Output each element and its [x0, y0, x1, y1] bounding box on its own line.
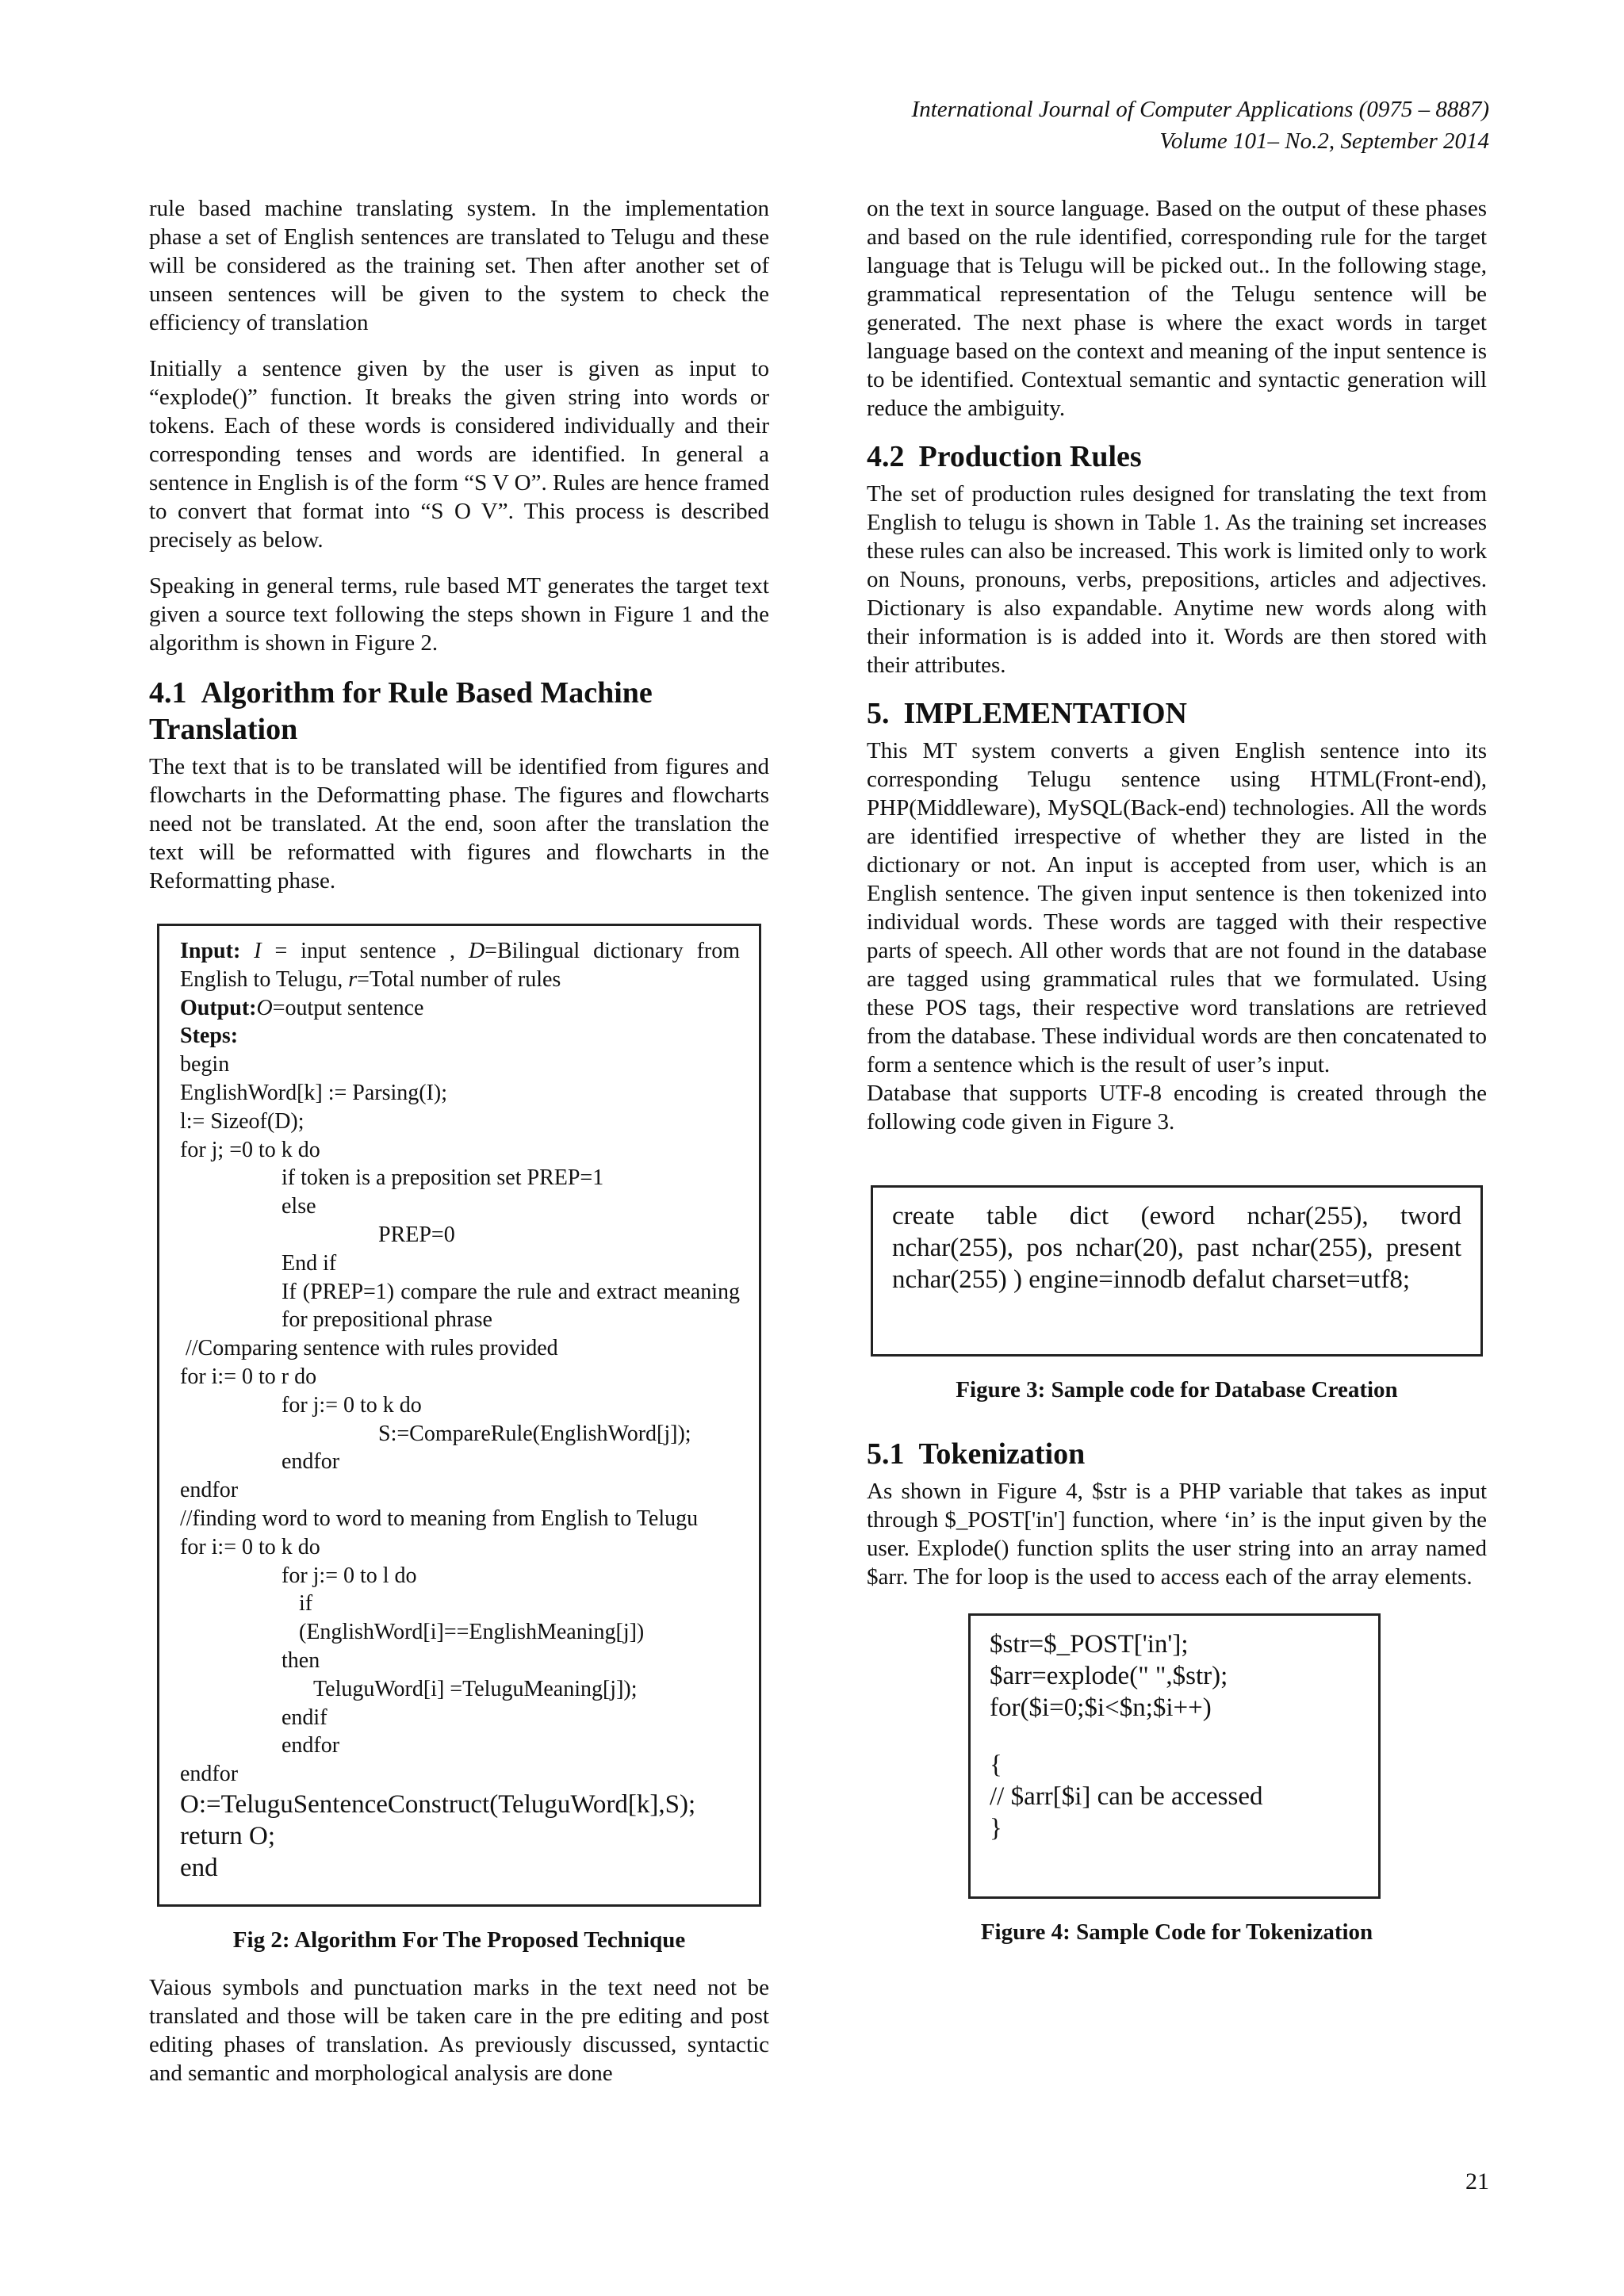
figure-3-caption: Figure 3: Sample code for Database Creation	[956, 1377, 1398, 1402]
algo-line: EnglishWord[k] := Parsing(I);	[180, 1080, 448, 1105]
page-number: 21	[1465, 2168, 1489, 2195]
code-line: // $arr[$i] can be accessed	[990, 1782, 1263, 1811]
paragraph: rule based machine translating system. In the implementation phase a set of English sentences are translated to Telugu and these will be considered as the training set. Then after another set of unseen sentences will be given to the system to check the efficiency of translation	[149, 196, 769, 335]
algo-line: endfor	[282, 1449, 340, 1475]
algo-line: then	[282, 1647, 320, 1673]
section-heading-5: 5. IMPLEMENTATION	[867, 697, 1187, 730]
algo-comment: //Comparing sentence with rules provided	[180, 1336, 558, 1361]
paragraph: Database that supports UTF-8 encoding is created through the following code given in Figure 3.	[867, 1081, 1487, 1135]
figure-4-caption: Figure 4: Sample Code for Tokenization	[980, 1919, 1373, 1945]
journal-header	[912, 94, 1489, 157]
algo-line: End if	[282, 1250, 337, 1276]
algo-line: endif	[282, 1705, 327, 1730]
paragraph: This MT system converts a given English sentence into its corresponding Telugu sentence using HTML(Front-end), PHP(Middleware), MySQL(Back-end) technologies. All the words are identified irrespective of whether they are listed in the dictionary or not. An input is accepted from user, which is an English sentence. The given input sentence is then tokenized into individual words. These words are tagged with their respective parts of speech. All other words that are not found in the database are tagged using grammatical rules that we formulated. Using these POS tags, their respective word translations are retrieved from the database. These individual words are then concatenated to form a sentence which is the result of user’s input.	[867, 738, 1487, 1077]
code-line: }	[990, 1814, 1002, 1843]
algo-line: begin	[180, 1052, 230, 1077]
algo-line: O:=TeluguSentenceConstruct(TeluguWord[k],S);	[180, 1789, 696, 1819]
paragraph: on the text in source language. Based on the output of these phases and based on the rule identified, corresponding rule for the target language that is Telugu will be picked out.. In the following stage, grammatical representation of the Telugu sentence will be generated. The next phase is where the exact words in target language based on the context and meaning of the input sentence is to be identified. Contextual semantic and syntactic generation will reduce the ambiguity.	[867, 196, 1487, 421]
code-line: $str=$_POST['in'];	[990, 1630, 1189, 1659]
algo-comment: //finding word to word to meaning from English to Telugu	[180, 1506, 699, 1531]
algo-line: else	[282, 1194, 316, 1219]
paragraph: Speaking in general terms, rule based MT generates the target text given a source text following the steps shown in Figure 1 and the algorithm is shown in Figure 2.	[149, 573, 769, 656]
section-heading-5-1: 5.1 Tokenization	[867, 1437, 1086, 1471]
figure-2-caption: Fig 2: Algorithm For The Proposed Technique	[232, 1927, 686, 1953]
code-box-database: create table dict (eword nchar(255), tword nchar(255), pos nchar(20), past nchar(255), present nchar(255) ) engine=innodb defalut charset=utf8;	[871, 1185, 1483, 1357]
left-column	[149, 194, 769, 2105]
algo-line: for i:= 0 to k do	[180, 1534, 320, 1559]
algorithm-box	[157, 924, 761, 1907]
paragraph: The set of production rules designed for translating the text from English to telugu is shown in Table 1. As the training set increases these rules can also be increased. This work is limited only to work on Nouns, pronouns, verbs, prepositions, articles and adjectives. Dictionary is also expandable. Anytime new words along with their information is is added into it. Words are then stored with their attributes.	[867, 481, 1487, 678]
algo-line: endfor	[180, 1478, 239, 1503]
journal-volume: Volume 101– No.2, September 2014	[1159, 128, 1489, 154]
algo-line: for j:= 0 to k do	[282, 1392, 422, 1418]
paragraph: Vaious symbols and punctuation marks in the text need not be translated and those will be taken care in the pre editing and post editing phases of translation. As previously discussed, syntactic and semantic and morphological analysis are done	[149, 1975, 769, 2086]
algo-steps-label: Steps:	[180, 1024, 239, 1049]
algo-line: endfor	[282, 1733, 340, 1758]
algo-line: end	[180, 1853, 218, 1882]
section-heading-4-2: 4.2 Production Rules	[867, 440, 1142, 473]
right-column	[867, 194, 1487, 1965]
algo-line: for j:= 0 to l do	[282, 1563, 417, 1588]
section-heading-4-1: 4.1 Algorithm for Rule Based Machine Translation	[149, 676, 653, 746]
algo-line: for i:= 0 to r do	[180, 1364, 317, 1389]
code-line: $arr=explode(" ",$str);	[990, 1662, 1228, 1690]
algo-line: l:= Sizeof(D);	[180, 1108, 304, 1134]
algo-line: PREP=0	[378, 1222, 455, 1247]
paragraph: The text that is to be translated will be identified from figures and flowcharts in the Deformatting phase. The figures and flowcharts need not be translated. At the end, soon after the translation the text will be reformatted with figures and flowcharts in the Reformatting phase.	[149, 754, 769, 894]
algo-line: if	[299, 1591, 313, 1617]
algo-line: TeluguWord[i] =TeluguMeaning[j]);	[313, 1676, 638, 1701]
algo-input: Input: I = input sentence , D=Bilingual dictionary from English to Telugu, r=Total number of rules	[180, 939, 740, 992]
code-line: for($i=0;$i<$n;$i++)	[990, 1693, 1212, 1722]
algo-line: if token is a preposition set PREP=1	[282, 1165, 604, 1191]
algo-line: return O;	[180, 1821, 276, 1850]
algo-line: for j; =0 to k do	[180, 1137, 320, 1162]
paragraph: Initially a sentence given by the user is given as input to “explode()” function. It breaks the given string into words or tokens. Each of these words is considered individually and their corresponding tenses and words are identified. In general a sentence in English is of the form “S V O”. Rules are hence framed to convert that format into “S O V”. This process is described precisely as below.	[149, 356, 769, 553]
paragraph: As shown in Figure 4, $str is a PHP variable that takes as input through $_POST['in'] function, where ‘in’ is the input given by the user. Explode() function splits the user string into an array named $arr. The for loop is the used to access each of the array elements.	[867, 1479, 1487, 1590]
code-box-tokenization	[968, 1613, 1381, 1899]
algo-line: If (PREP=1) compare the rule and extract meaning for prepositional phrase	[282, 1279, 740, 1333]
algo-line: (EnglishWord[i]==EnglishMeaning[j])	[299, 1620, 645, 1645]
code-blank-line	[990, 1724, 1359, 1749]
algo-line: S:=CompareRule(EnglishWord[j]);	[378, 1421, 691, 1446]
algo-output: Output:O=output sentence	[180, 995, 424, 1020]
code-line: {	[990, 1751, 1002, 1779]
algo-line: endfor	[180, 1762, 239, 1787]
journal-title: International Journal of Computer Applications (0975 – 8887)	[911, 97, 1489, 122]
